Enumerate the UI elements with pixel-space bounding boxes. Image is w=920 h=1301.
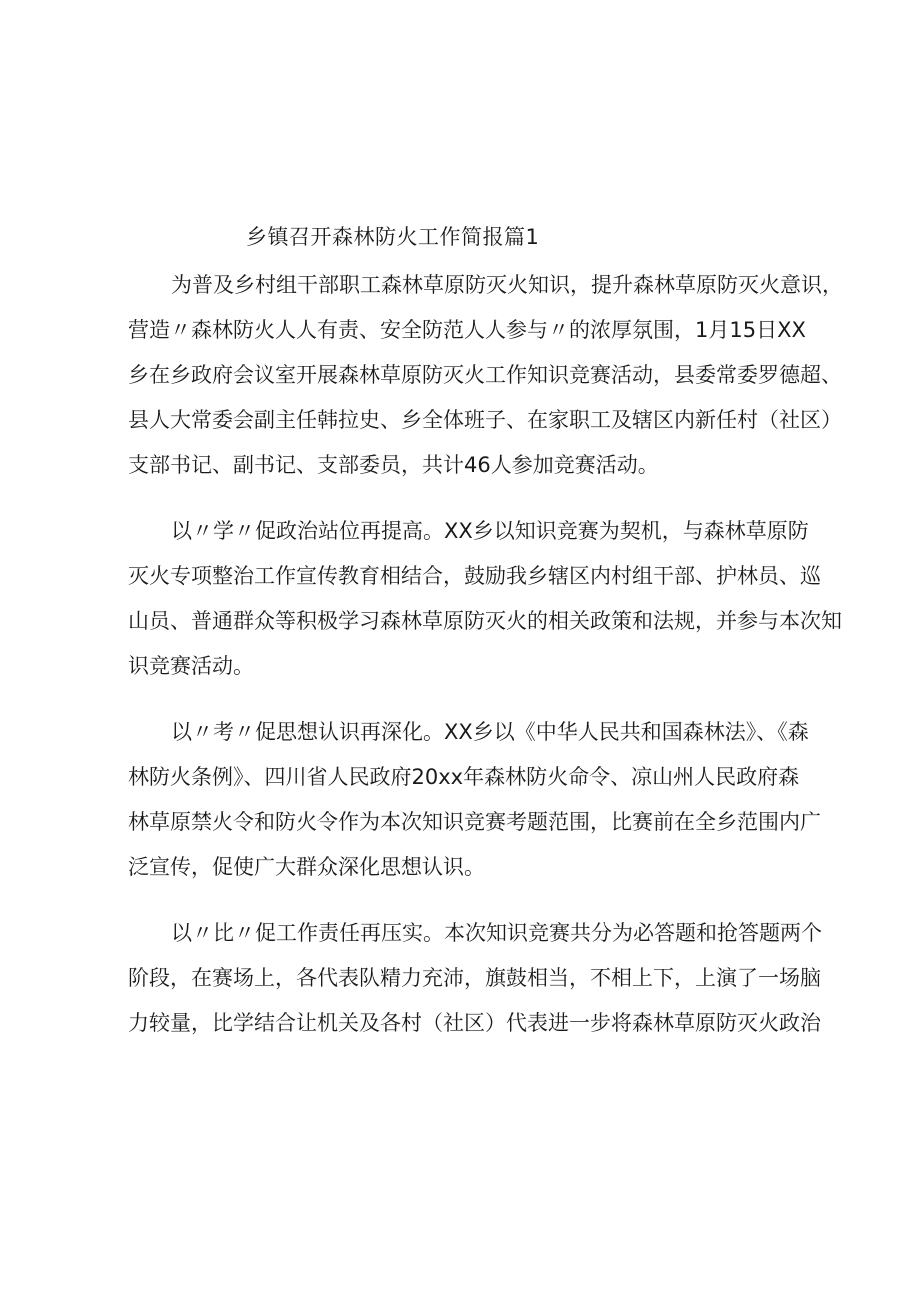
paragraph-compete <box>128 911 822 1046</box>
text-line: 营造〃森林防火人人有责、安全防范人人参与〃的浓厚氛围，1月15日XX <box>128 318 806 342</box>
document-title: 乡镇召开森林防火工作简报篇1 <box>246 225 540 249</box>
text-line: 泛宣传，促使广大群众深化思想认识。 <box>128 855 485 879</box>
text-line: 阶段，在赛场上，各代表队精力充沛，旗鼓相当，不相上下，上演了一场脑 <box>128 966 821 990</box>
text-line: 为普及乡村组干部职工森林草原防灭火知识，提升森林草原防灭火意识， <box>171 273 843 297</box>
text-line: 县人大常委会副主任韩拉史、乡全体班子、在家职工及辖区内新任村（社区） <box>128 408 842 432</box>
text-line: 识竞赛活动。 <box>128 654 254 678</box>
text-line: 以〃考〃促思想认识再深化。XX乡以《中华人民共和国森林法》、《森 <box>171 720 809 744</box>
paragraph-study <box>128 509 842 689</box>
text-line: 乡在乡政府会议室开展森林草原防灭火工作知识竞赛活动，县委常委罗德超、 <box>128 363 842 387</box>
text-line: 林草原禁火令和防火令作为本次知识竞赛考题范围，比赛前在全乡范围内广 <box>128 810 821 834</box>
paragraph-intro <box>128 263 843 488</box>
document-body <box>128 263 843 1067</box>
text-line: 支部书记、副书记、支部委员，共计46人参加竞赛活动。 <box>128 453 659 477</box>
text-line: 力较量，比学结合让机关及各村（社区）代表进一步将森林草原防灭火政治 <box>128 1011 821 1035</box>
paragraph-exam <box>128 710 821 890</box>
text-line: 灭火专项整治工作宣传教育相结合，鼓励我乡辖区内村组干部、护林员、巡 <box>128 564 821 588</box>
text-line: 林防火条例》、四川省人民政府20xx年森林防火命令、凉山州人民政府森 <box>128 765 800 789</box>
text-line: 山员、普通群众等积极学习森林草原防灭火的相关政策和法规，并参与本次知 <box>128 609 842 633</box>
text-line: 以〃学〃促政治站位再提高。XX乡以知识竞赛为契机，与森林草原防 <box>171 519 809 543</box>
text-line: 以〃比〃促工作责任再压实。本次知识竞赛共分为必答题和抢答题两个 <box>171 921 822 945</box>
